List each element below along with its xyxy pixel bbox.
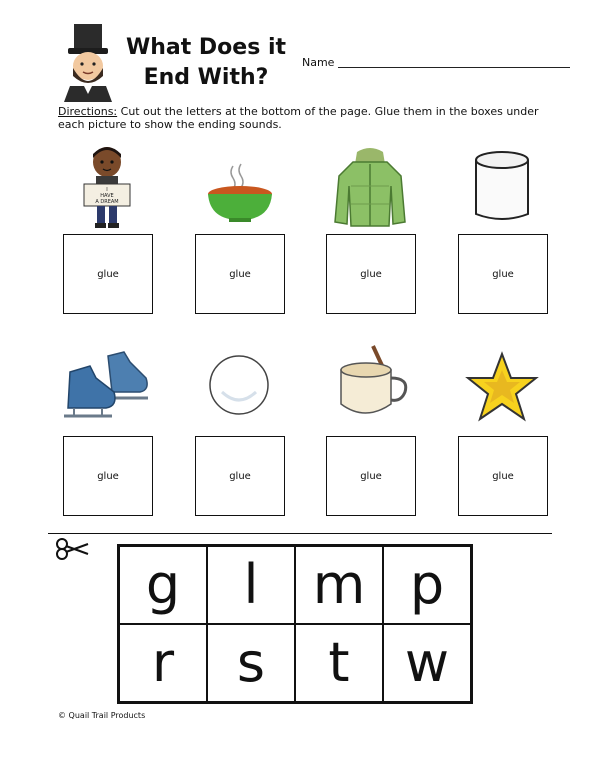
- glue-box-7: glue: [326, 436, 416, 516]
- directions-text: Cut out the letters at the bottom of the page. Glue them in the boxes under each picture to show the ending sounds.: [58, 105, 539, 131]
- snowball-icon: [208, 354, 270, 416]
- title-line-1: What Does it: [125, 35, 287, 60]
- letter-t[interactable]: t: [295, 624, 383, 702]
- cut-line: [48, 533, 552, 534]
- letter-r[interactable]: r: [119, 624, 207, 702]
- letter-grid: [117, 544, 473, 704]
- star-icon: [466, 352, 538, 422]
- letter-l[interactable]: l: [207, 546, 295, 624]
- glue-box-5: glue: [63, 436, 153, 516]
- sign-text-1: I: [106, 187, 108, 193]
- page-title: [118, 33, 294, 93]
- directions: [58, 105, 558, 131]
- letter-w[interactable]: w: [383, 624, 471, 702]
- scissors-icon: [55, 538, 89, 560]
- glue-box-2: glue: [195, 234, 285, 314]
- mlk-icon: [82, 140, 132, 230]
- letter-s[interactable]: s: [207, 624, 295, 702]
- copyright: © Quail Trail Products: [58, 711, 146, 720]
- letter-p[interactable]: p: [383, 546, 471, 624]
- sign-text-3: A DREAM: [95, 199, 119, 205]
- name-label: Name: [302, 56, 335, 69]
- letter-m[interactable]: m: [295, 546, 383, 624]
- sign-text-2: HAVE: [100, 193, 114, 199]
- glue-box-1: glue: [63, 234, 153, 314]
- soup-bowl-icon: [205, 162, 275, 224]
- directions-label: Directions:: [58, 105, 118, 118]
- glue-box-4: glue: [458, 234, 548, 314]
- glue-box-8: glue: [458, 436, 548, 516]
- glue-box-3: glue: [326, 234, 416, 314]
- coat-icon: [333, 146, 407, 228]
- hot-cocoa-icon: [335, 344, 411, 424]
- marshmallow-icon: [472, 150, 532, 224]
- ice-skates-icon: [60, 348, 152, 426]
- glue-box-6: glue: [195, 436, 285, 516]
- name-field-line: [338, 67, 570, 68]
- lincoln-icon: [62, 24, 114, 102]
- letter-g[interactable]: g: [119, 546, 207, 624]
- title-line-2: End With?: [143, 65, 269, 90]
